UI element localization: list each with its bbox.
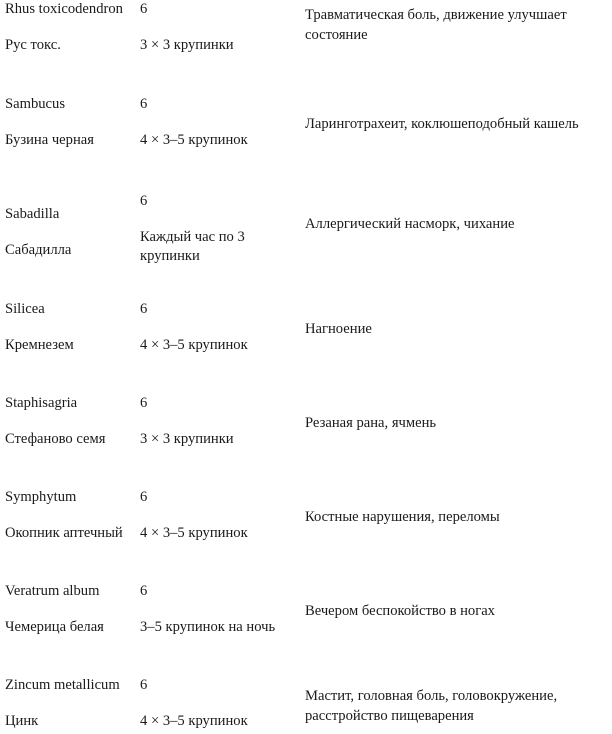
remedy-potency: 6 bbox=[140, 677, 148, 693]
remedy-indication: Аллергический насморк, чихание bbox=[305, 216, 515, 232]
remedy-latin-name: Veratrum album bbox=[5, 583, 100, 599]
remedy-indication: Мастит, головная боль, головокружение, расстройство пищеварения bbox=[305, 688, 558, 724]
remedy-russian-name: Сабадилла bbox=[5, 242, 72, 258]
table-row bbox=[0, 676, 612, 734]
remedy-latin-name: Symphytum bbox=[5, 489, 77, 505]
remedy-latin-name: Silicea bbox=[5, 301, 45, 317]
table-row bbox=[0, 394, 612, 482]
remedy-dosage: 3 × 3 крупинки bbox=[140, 37, 234, 53]
table-row bbox=[0, 192, 612, 292]
remedy-indication: Нагноение bbox=[305, 321, 372, 337]
remedy-indication: Резаная рана, ячмень bbox=[305, 415, 437, 431]
remedy-potency: 6 bbox=[140, 301, 148, 317]
remedy-dosage: 4 × 3–5 крупинок bbox=[140, 337, 248, 353]
remedy-latin-name: Sambucus bbox=[5, 96, 65, 112]
remedy-indication: Костные нарушения, переломы bbox=[305, 509, 500, 525]
table-row bbox=[0, 95, 612, 185]
table-row bbox=[0, 582, 612, 670]
remedy-indication: Травматическая боль, движение улучшает состояние bbox=[305, 7, 567, 43]
remedy-russian-name: Чемерица белая bbox=[5, 619, 104, 635]
remedy-indication: Вечером беспокойство в ногах bbox=[305, 603, 495, 619]
remedy-potency: 6 bbox=[140, 583, 148, 599]
remedy-russian-name: Кремнезем bbox=[5, 337, 74, 353]
remedy-indication: Ларинготрахеит, коклюшеподобный кашель bbox=[305, 116, 579, 132]
remedy-dosage: 4 × 3–5 крупинок bbox=[140, 713, 248, 729]
remedy-russian-name: Рус токс. bbox=[5, 37, 61, 53]
remedy-potency: 6 bbox=[140, 489, 148, 505]
remedy-latin-name: Sabadilla bbox=[5, 206, 60, 222]
remedy-dosage: 3–5 крупинок на ночь bbox=[140, 619, 276, 635]
remedy-russian-name: Окопник аптечный bbox=[5, 525, 123, 541]
remedy-dosage: 4 × 3–5 крупинок bbox=[140, 132, 248, 148]
table-row bbox=[0, 0, 612, 92]
remedy-potency: 6 bbox=[140, 96, 148, 112]
remedy-dosage: Каждый час по 3 крупинки bbox=[140, 229, 245, 264]
remedy-latin-name: Rhus toxicodendron bbox=[5, 1, 123, 17]
remedy-russian-name: Бузина черная bbox=[5, 132, 94, 148]
table-row bbox=[0, 300, 612, 388]
remedy-potency: 6 bbox=[140, 193, 148, 209]
remedy-latin-name: Staphisagria bbox=[5, 395, 78, 411]
remedy-potency: 6 bbox=[140, 1, 148, 17]
remedy-potency: 6 bbox=[140, 395, 148, 411]
remedy-latin-name: Zincum metallicum bbox=[5, 677, 120, 693]
remedy-dosage: 4 × 3–5 крупинок bbox=[140, 525, 248, 541]
remedy-dosage: 3 × 3 крупинки bbox=[140, 431, 234, 447]
remedy-russian-name: Цинк bbox=[5, 713, 39, 729]
table-row bbox=[0, 488, 612, 576]
remedy-russian-name: Стефаново семя bbox=[5, 431, 106, 447]
